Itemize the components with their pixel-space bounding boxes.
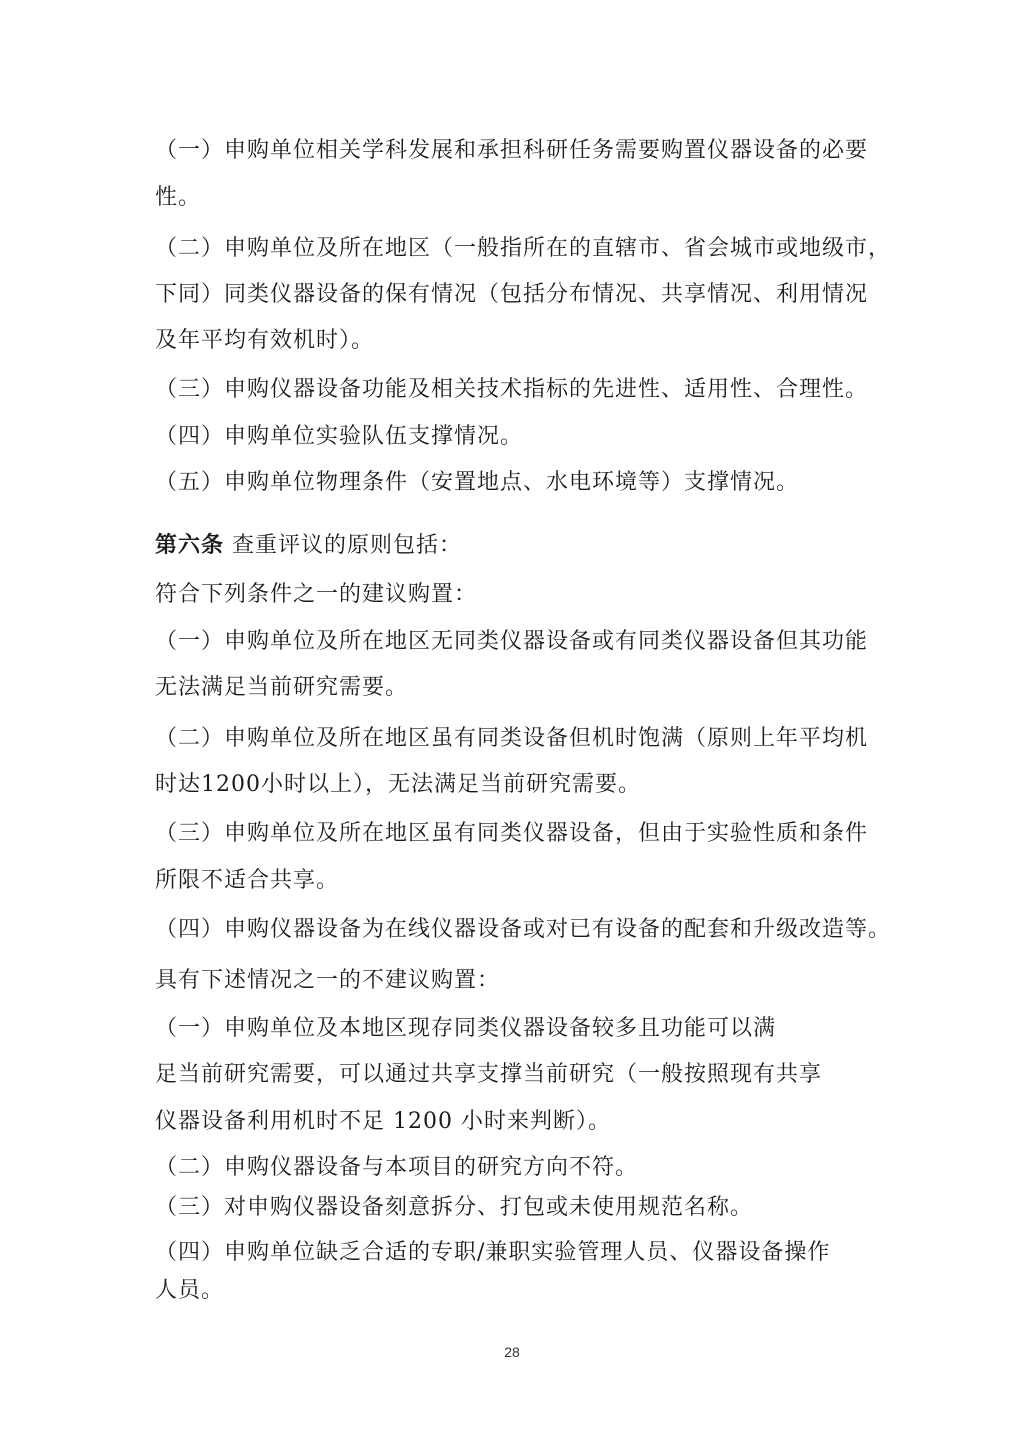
paragraph-line: （四）申购单位实验队伍支撑情况。 [155,424,524,449]
paragraph-line: （二）申购单位及所在地区虽有同类设备但机时饱满（原则上年平均机 [155,726,869,751]
paragraph-line: 符合下列条件之一的建议购置： [155,582,478,607]
paragraph-line: 无法满足当前研究需要。 [155,675,409,700]
paragraph-line: （一）申购单位及所在地区无同类仪器设备或有同类仪器设备但其功能 [155,629,869,654]
paragraph-line: 下同）同类仪器设备的保有情况（包括分布情况、共享情况、利用情况 [155,282,869,307]
paragraph-line: （三）对申购仪器设备刻意拆分、打包或未使用规范名称。 [155,1195,754,1220]
paragraph-line: 及年平均有效机时）。 [155,328,375,353]
paragraph-line: （一）申购单位相关学科发展和承担科研任务需要购置仪器设备的必要 [155,138,869,163]
paragraph-line: 具有下述情况之一的不建议购置： [155,968,501,993]
article-number: 第六条 [155,532,225,558]
paragraph-line: 性。 [155,185,202,210]
paragraph-line: （三）申购仪器设备功能及相关技术指标的先进性、适用性、合理性。 [155,377,869,402]
article-heading-text: 查重评议的原则包括： [232,533,463,558]
paragraph-line: 足当前研究需要，可以通过共享支撑当前研究（一般按照现有共享 [155,1062,823,1087]
paragraph-line: （五）申购单位物理条件（安置地点、水电环境等）支撑情况。 [155,470,800,495]
paragraph-line: （二）申购单位及所在地区（一般指所在的直辖市、省会城市或地级市， [155,236,892,261]
paragraph-line: 时达1200小时以上），无法满足当前研究需要。 [155,772,641,797]
paragraph-line: （一）申购单位及本地区现存同类仪器设备较多且功能可以满 [155,1016,777,1041]
paragraph-line: （三）申购单位及所在地区虽有同类仪器设备，但由于实验性质和条件 [155,821,869,846]
page-number: 28 [504,1344,520,1360]
paragraph-line: （二）申购仪器设备与本项目的研究方向不符。 [155,1155,639,1180]
paragraph-line: 人员。 [155,1278,225,1303]
paragraph-line: （四）申购仪器设备为在线仪器设备或对已有设备的配套和升级改造等。 [155,917,892,942]
paragraph-line: 仪器设备利用机时不足 1200 小时来判断）。 [155,1109,611,1134]
paragraph-line: （四）申购单位缺乏合适的专职/兼职实验管理人员、仪器设备操作 [155,1240,831,1265]
article-heading [155,530,915,561]
paragraph-line: 所限不适合共享。 [155,868,340,893]
